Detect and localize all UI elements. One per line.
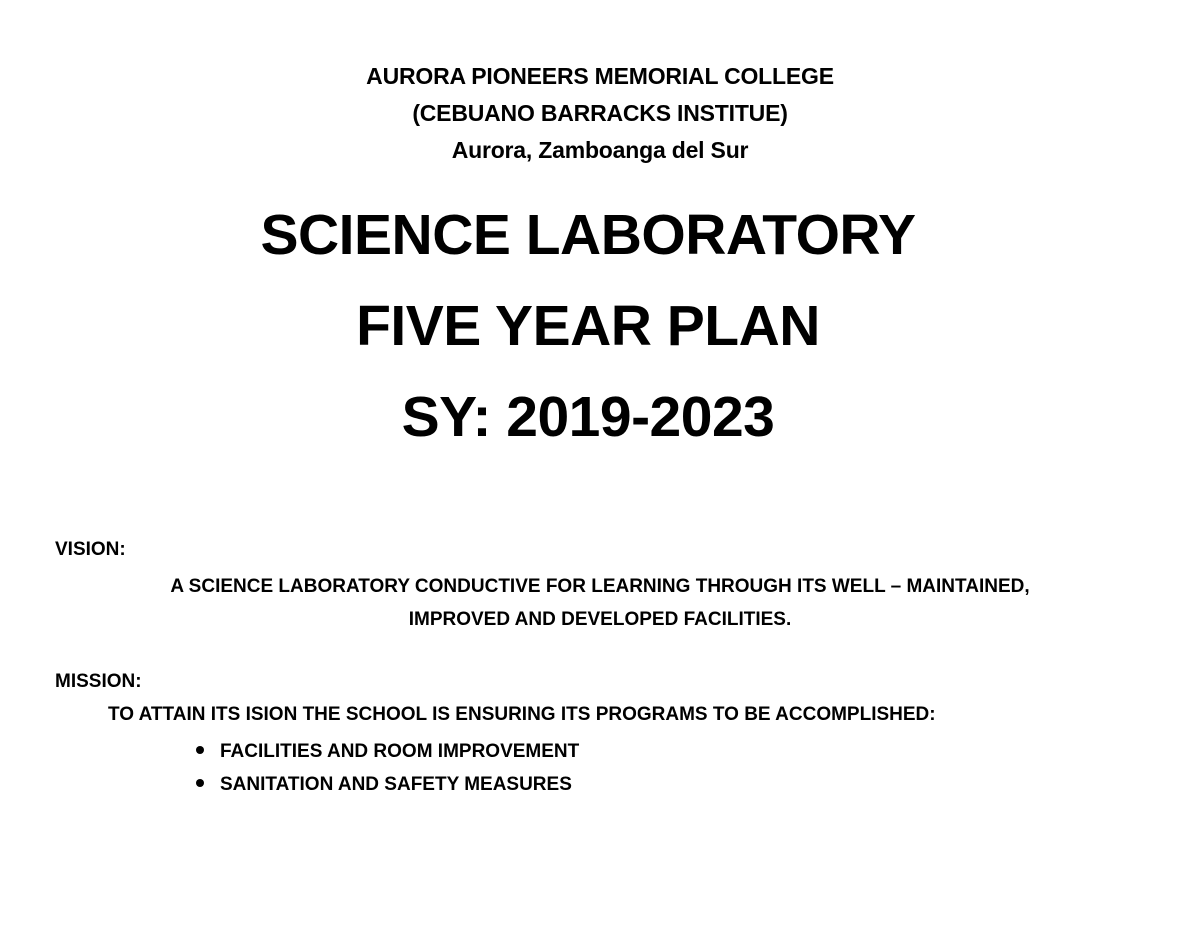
list-item-text: SANITATION AND SAFETY MEASURES [220,774,572,795]
institution-name: AURORA PIONEERS MEMORIAL COLLEGE [366,63,834,89]
vision-statement [0,570,1200,636]
list-item [196,735,579,768]
title-line-2: FIVE YEAR PLAN [356,294,820,358]
document-header [0,58,1200,169]
institution-former-name: (CEBUANO BARRACKS INSTITUE) [412,100,788,126]
bullet-icon [196,779,204,787]
list-item-text: FACILITIES AND ROOM IMPROVEMENT [220,741,580,762]
mission-label: MISSION: [55,671,142,692]
vision-line-1: A SCIENCE LABORATORY CONDUCTIVE FOR LEARNING THROUGH ITS WELL – MAINTAINED, [170,576,1030,597]
vision-line-2: IMPROVED AND DEVELOPED FACILITIES. [408,609,792,630]
list-item [196,768,579,801]
title-line-1: SCIENCE LABORATORY [260,203,916,267]
document-title [0,190,1188,463]
bullet-icon [196,746,204,754]
vision-label: VISION: [55,539,126,560]
mission-list [196,735,579,801]
mission-statement: TO ATTAIN ITS ISION THE SCHOOL IS ENSURING ITS PROGRAMS TO BE ACCOMPLISHED: [108,704,936,725]
title-line-3: SY: 2019-2023 [401,385,775,449]
institution-location: Aurora, Zamboanga del Sur [451,137,749,163]
